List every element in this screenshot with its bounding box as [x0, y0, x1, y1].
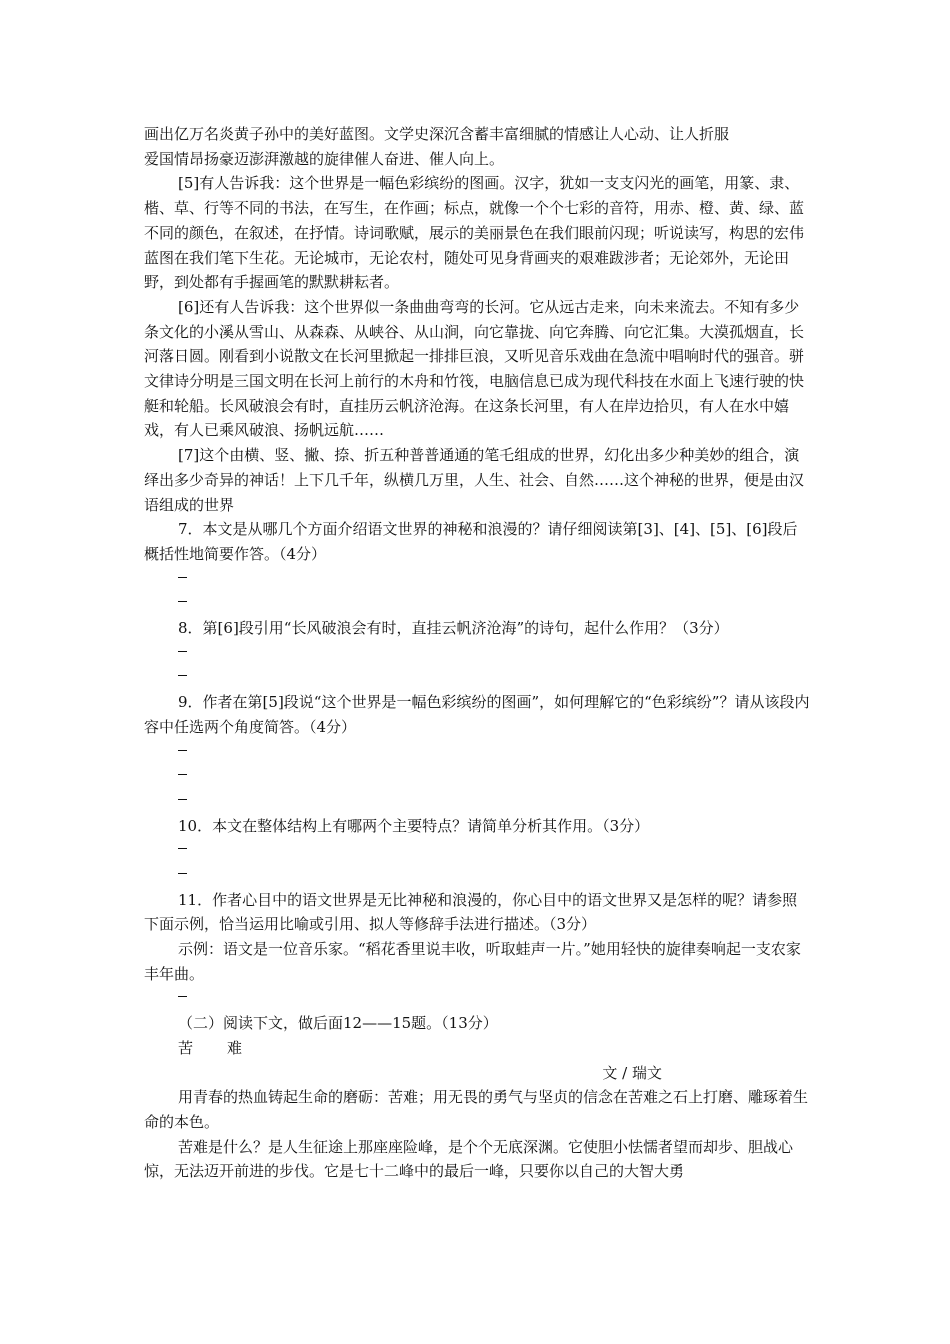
- answer-blank[interactable]: [144, 567, 812, 592]
- paragraph-line: 爱国情昂扬豪迈澎湃激越的旋律催人奋进、催人向上。: [144, 149, 505, 168]
- question-11: 11．作者心目中的语文世界是无比神秘和浪漫的，你心目中的语文世界又是怎样的呢？请参照下面示例，恰当运用比喻或引用、拟人等修辞手法进行描述。（3分）: [144, 890, 798, 934]
- answer-blank[interactable]: [144, 641, 812, 666]
- paragraph-7: [7]这个由横、竖、撇、捺、折五种普普通通的笔乇组成的世界，幻化出多少种美妙的组合，演绎出多少奇异的神话！上下几千年，纵横几万里，人生、社会、自然……这个神秘的世界，便是由汉语组成的世界: [144, 446, 805, 514]
- paragraph-5: [5]有人告诉我：这个世界是一幅色彩缤纷的图画。汉字，犹如一支支闪光的画笔，用篆、隶、楷、草、行等不同的书法，在写生，在作画；标点，就像一个个七彩的音符，用赤、橙、黄、绿、蓝不同的颜色，在叙述，在抒情。诗词歌赋，展示的美丽景色在我们眼前闪现；听说读写，构思的宏伟蓝图在我们笔下生花。无论城市，无论农村，随处可见身背画夹的艰难跋涉者；无论郊外，无论田野，到处都有手握画笔的默默耕耘者。: [144, 174, 805, 292]
- answer-blank[interactable]: [144, 665, 812, 690]
- answer-blank[interactable]: [144, 986, 812, 1011]
- example-text: 示例：语文是一位音乐家。“稻花香里说丰收，听取蛙声一片。”她用轻快的旋律奏响起一支农家丰年曲。: [144, 940, 801, 983]
- answer-blank[interactable]: [144, 863, 812, 888]
- answer-blank[interactable]: [144, 789, 812, 814]
- answer-blank[interactable]: [144, 591, 812, 616]
- article-paragraph: 用青春的热血铸起生命的磨砺：苦难；用无畏的勇气与坚贞的信念在苦难之石上打磨、雕琢着生命的本色。: [144, 1088, 809, 1131]
- document-page: [144, 122, 812, 1184]
- article-title: [144, 1036, 812, 1061]
- question-8: 8．第[6]段引用“长风破浪会有时，直挂云帆济沧海”的诗句，起什么作用？（3分）: [178, 619, 729, 638]
- question-9: 9．作者在第[5]段说“这个世界是一幅色彩缤纷的图画”，如何理解它的“色彩缤纷”？请从该段内容中任选两个角度简答。（4分）: [144, 693, 810, 736]
- paragraph-6: [6]还有人告诉我：这个世界似一条曲曲弯弯的长河。它从远古走来，向未来流去。不知有多少条文化的小溪从雪山、从森森、从峡谷、从山涧，向它靠拢、向它奔腾、向它汇集。大漠孤烟直，长河落日圆。刚看到小说散文在长河里掀起一排排巨浪，又听见音乐戏曲在急流中唱响时代的强音。骈文律诗分明是三国文明在长河上前行的木舟和竹筏，电脑信息已成为现代科技在水面上飞速行驶的快艇和轮船。长风破浪会有时，直挂历云帆济沧海。在这条长河里，有人在岸边拾贝，有人在水中嬉戏，有人已乘风破浪、扬帆远航……: [144, 297, 805, 440]
- question-10: 10．本文在整体结构上有哪两个主要特点？请简单分析其作用。（3分）: [178, 816, 650, 835]
- section-heading: （二）阅读下文，做后面12——15题。（13分）: [178, 1014, 498, 1033]
- paragraph-line: 画出亿万名炎黄子孙中的美好蓝图。文学史深沉含蓄丰富细腻的情感让人心动、让人折服: [144, 125, 730, 143]
- answer-blank[interactable]: [144, 838, 812, 863]
- title-char: 难: [227, 1038, 243, 1057]
- title-char: 苦: [178, 1038, 194, 1057]
- article-author: 文 / 瑞文: [602, 1063, 662, 1082]
- answer-blank[interactable]: [144, 740, 812, 765]
- article-paragraph: 苦难是什么？是人生征途上那座座险峰，是个个无底深渊。它使胆小怯懦者望而却步、胆战心惊，无法迈开前进的步伐。它是七十二峰中的最后一峰，只要你以自己的大智大勇: [144, 1137, 794, 1181]
- question-7: 7．本文是从哪几个方面介绍语文世界的神秘和浪漫的？请仔细阅读第[3]、[4]、[5]、[6]段后概括性地简要作答。（4分）: [144, 520, 798, 563]
- answer-blank[interactable]: [144, 764, 812, 789]
